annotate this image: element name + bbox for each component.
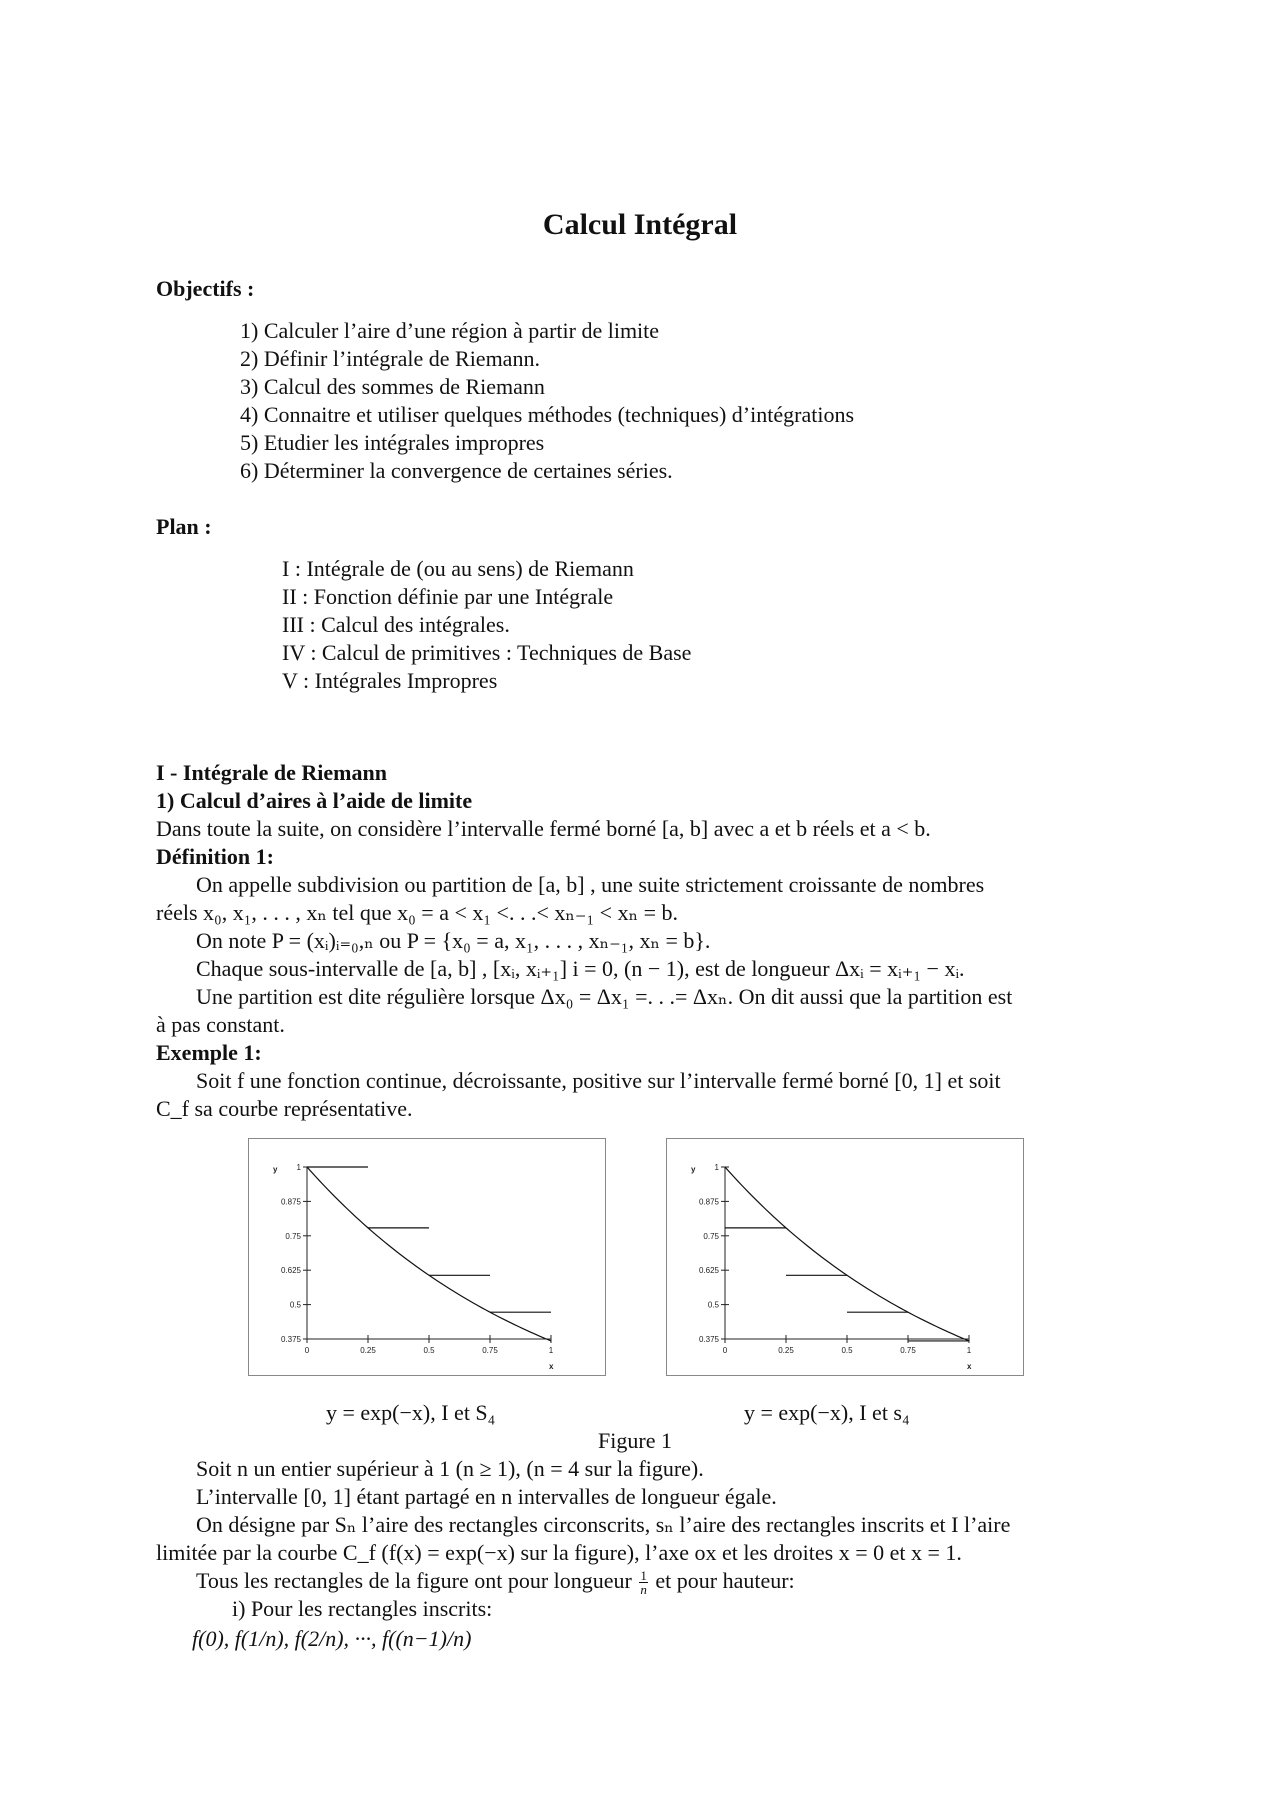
y-tick-label: 0.625: [698, 1266, 719, 1276]
figure-plot-lower-sum: [666, 1138, 1024, 1376]
plot-svg: [667, 1139, 1023, 1375]
x-tick-label: 0.75: [900, 1346, 916, 1355]
x-tick-label: 0.5: [841, 1346, 853, 1355]
f-values-line: f(0), f(1/n), f(2/n), ···, f((n−1)/n): [192, 1626, 472, 1651]
definition-line: Chaque sous-intervalle de [a, b] , [xᵢ, xᵢ₊₁] i = 0, (n − 1), est de longueur Δxᵢ = xᵢ₊₁ − xᵢ.: [196, 956, 965, 981]
y-tick-label: 0.875: [280, 1197, 301, 1207]
x-tick-label: 0.5: [423, 1346, 435, 1355]
intro-text: Dans toute la suite, on considère l’intervalle fermé borné [a, b] avec a et b réels et a < b.: [156, 816, 931, 841]
x-axis-label: x: [967, 1362, 972, 1371]
figure-label: Figure 1: [598, 1428, 672, 1453]
x-tick-label: 1: [966, 1346, 972, 1355]
x-tick-label: 0.25: [360, 1346, 376, 1355]
plan-heading: Plan :: [156, 514, 212, 539]
objectif-item: 1) Calculer l’aire d’une région à partir de limite: [240, 318, 660, 343]
y-tick-label: 0.375: [698, 1335, 719, 1344]
x-tick-label: 0.25: [778, 1346, 794, 1355]
y-tick-label: 0.5: [289, 1300, 301, 1310]
plan-item: II : Fonction définie par une Intégrale: [282, 584, 614, 609]
x-axis-label: x: [549, 1362, 554, 1371]
objectif-item: 3) Calcul des sommes de Riemann: [240, 374, 545, 399]
objectifs-heading: Objectifs :: [156, 276, 255, 301]
fraction-denominator: n: [640, 1582, 647, 1598]
length-text: Tous les rectangles de la figure ont pour longueur: [196, 1568, 632, 1593]
body-line: On désigne par Sₙ l’aire des rectangles circonscrits, sₙ l’aire des rectangles inscrits et I l’aire: [196, 1512, 1011, 1537]
definition-line: à pas constant.: [156, 1012, 285, 1037]
definition-line: Une partition est dite régulière lorsque Δx₀ = Δx₁ =. . .= Δxₙ. On dit aussi que la partition est: [196, 984, 1013, 1009]
definition-line: réels x₀, x₁, . . . , xₙ tel que x₀ = a < x₁ <. . .< xₙ₋₁ < xₙ = b.: [156, 900, 679, 925]
y-tick-label: 1: [714, 1163, 719, 1172]
x-tick-label: 0: [304, 1346, 310, 1355]
x-tick-label: 0.75: [482, 1346, 498, 1355]
subsection-heading: 1) Calcul d’aires à l’aide de limite: [156, 788, 473, 813]
example-heading: Exemple 1:: [156, 1040, 262, 1065]
definition-line: On note P = (xᵢ)ᵢ₌₀,ₙ ou P = {x₀ = a, x₁, . . . , xₙ₋₁, xₙ = b}.: [196, 928, 711, 953]
example-line: Soit f une fonction continue, décroissante, positive sur l’intervalle fermé borné [0, 1] et soit: [196, 1068, 1001, 1093]
height-text: et pour hauteur:: [655, 1568, 795, 1593]
objectif-item: 6) Déterminer la convergence de certaines séries.: [240, 458, 673, 483]
figure-caption-right: y = exp(−x), I et s₄: [744, 1400, 910, 1425]
plan-item: I : Intégrale de (ou au sens) de Riemann: [282, 556, 634, 581]
body-line: L’intervalle [0, 1] étant partagé en n intervalles de longueur égale.: [196, 1484, 777, 1509]
inscribed-label: i) Pour les rectangles inscrits:: [232, 1596, 493, 1621]
fraction-numerator: 1: [640, 1568, 647, 1584]
definition-heading: Définition 1:: [156, 844, 274, 869]
objectif-item: 5) Etudier les intégrales impropres: [240, 430, 545, 455]
x-tick-label: 1: [548, 1346, 554, 1355]
page-title: Calcul Intégral: [542, 208, 738, 241]
example-line: C_f sa courbe représentative.: [156, 1096, 413, 1121]
curve-exp-neg-x: [725, 1167, 969, 1341]
figure-caption-left: y = exp(−x), I et S₄: [326, 1400, 496, 1425]
plan-item: III : Calcul des intégrales.: [282, 612, 510, 637]
objectif-item: 2) Définir l’intégrale de Riemann.: [240, 346, 540, 371]
y-tick-label: 0.75: [285, 1231, 301, 1241]
definition-line: On appelle subdivision ou partition de [a, b] , une suite strictement croissante de nombres: [196, 872, 985, 897]
plan-item: V : Intégrales Impropres: [282, 668, 498, 693]
x-tick-label: 0: [722, 1346, 728, 1355]
figure-plot-upper-sum: [248, 1138, 606, 1376]
y-axis-label: y: [691, 1165, 696, 1174]
y-tick-label: 1: [296, 1163, 301, 1172]
y-axis-label: y: [273, 1165, 278, 1174]
y-tick-label: 0.875: [698, 1197, 719, 1207]
y-tick-label: 0.75: [703, 1231, 719, 1241]
plan-item: IV : Calcul de primitives : Techniques de Base: [282, 640, 692, 665]
y-tick-label: 0.375: [280, 1335, 301, 1344]
objectif-item: 4) Connaitre et utiliser quelques méthodes (techniques) d’intégrations: [240, 402, 855, 427]
body-line: limitée par la courbe C_f (f(x) = exp(−x) sur la figure), l’axe ox et les droites x = 0 et x = 1.: [156, 1540, 962, 1565]
y-tick-label: 0.5: [707, 1300, 719, 1310]
curve-exp-neg-x: [307, 1167, 551, 1341]
fraction-1-over-n: [639, 1569, 648, 1596]
body-line-length: [196, 1568, 795, 1596]
body-line: Soit n un entier supérieur à 1 (n ≥ 1), (n = 4 sur la figure).: [196, 1456, 704, 1481]
plot-svg: [249, 1139, 605, 1375]
section-heading: I - Intégrale de Riemann: [156, 760, 387, 785]
y-tick-label: 0.625: [280, 1266, 301, 1276]
